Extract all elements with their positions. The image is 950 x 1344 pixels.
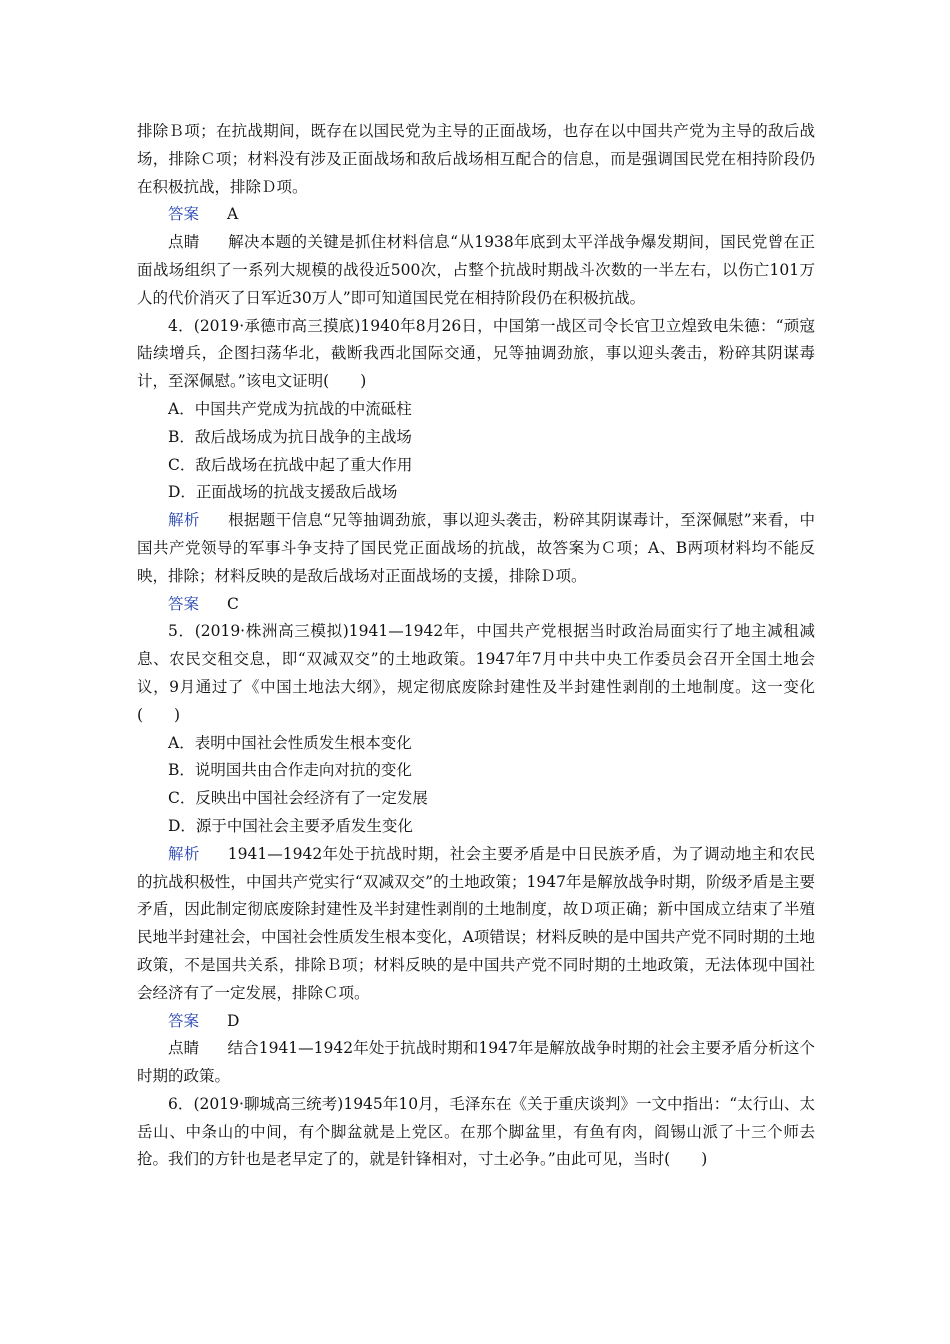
tip-text: 结合1941—1942年处于抗战时期和1947年是解放战争时期的社会主要矛盾分析这个时期的政策。: [137, 1039, 815, 1086]
analysis-text: 根据题干信息“兄等抽调劲旅，事以迎头袭击，粉碎其阴谋毒计，至深佩慰”来看，中国共产党领导的军事斗争支持了国民党正面战场的抗战，故答案为Ｃ项；A、B两项材料均不能反映，排除；材料反映的是敌后战场对正面战场的支援，排除Ｄ项。: [137, 511, 815, 585]
q4-option-a: A．中国共产党成为抗战的中流砥柱: [168, 399, 412, 418]
q4-answer: [137, 591, 815, 619]
analysis-text: 1941—1942年处于抗战时期，社会主要矛盾是中日民族矛盾，为了调动地主和农民的抗战积极性，中国共产党实行“双减双交”的土地政策；1947年是解放战争时期，阶级矛盾是主要矛盾，因此制定彻底废除封建性及半封建性剥削的土地制度，故Ｄ项正确；新中国成立结束了半殖民地半封建社会，中国社会性质发生根本变化，A项错误；材料反映的是中国共产党不同时期的土地政策，不是国共关系，排除Ｂ项；材料反映的是中国共产党不同时期的土地政策，无法体现中国社会经济有了一定发展，排除Ｃ项。: [137, 844, 815, 1002]
analysis-label: 解析: [168, 511, 200, 530]
analysis-label: 解析: [168, 844, 200, 863]
document-page: [137, 118, 815, 1174]
q6-stem: 6．(2019·聊城高三统考)1945年10月，毛泽东在《关于重庆谈判》一文中指出：“太行山、太岳山、中条山的中间，有个脚盆就是上党区。在那个脚盆里，有鱼有肉，阎锡山派了十三个师去抢。我们的方针也是老早定了的，就是针锋相对，寸土必争。”由此可见，当时( ): [137, 1094, 815, 1169]
answer-label: 答案: [168, 205, 200, 224]
q3-tip: [137, 229, 815, 312]
q5-analysis: [137, 841, 815, 1008]
q5-answer: [137, 1008, 815, 1036]
q5-option-d: D．源于中国社会主要矛盾发生变化: [168, 816, 413, 835]
answer-value: A: [227, 205, 239, 224]
q5-stem: 5．(2019·株洲高三模拟)1941—1942年，中国共产党根据当时政治局面实行了地主减租减息、农民交租交息，即“双减双交”的土地政策。1947年7月中共中央工作委员会召开全国土地会议，9月通过了《中国土地法大纲》，规定彻底废除封建性及半封建性剥削的土地制度。这一变化( ): [137, 622, 815, 724]
q4-stem: 4．(2019·承德市高三摸底)1940年8月26日，中国第一战区司令长官卫立煌致电朱德：“顽寇陆续增兵，企图扫荡华北，截断我西北国际交通，兄等抽调劲旅，事以迎头袭击，粉碎其阴谋毒计，至深佩慰。”该电文证明( ): [137, 316, 815, 391]
answer-value: D: [227, 1011, 240, 1030]
answer-label: 答案: [168, 594, 200, 613]
answer-label: 答案: [168, 1011, 200, 1030]
tip-label: 点睛: [168, 1039, 200, 1058]
tip-label: 点睛: [168, 233, 200, 252]
q5-tip: [137, 1035, 815, 1091]
q4-option-d: D．正面战场的抗战支援敌后战场: [168, 483, 398, 502]
q5-option-a: A．表明中国社会性质发生根本变化: [168, 733, 412, 752]
q3-answer: [137, 201, 815, 229]
q4-analysis: [137, 507, 815, 590]
tip-text: 解决本题的关键是抓住材料信息“从1938年底到太平洋战争爆发期间，国民党曾在正面战场组织了一系列大规模的战役近500次，占整个抗战时期战斗次数的一半左右，以伤亡101万人的代价消灭了日军近30万人”即可知道国民党在相持阶段仍在积极抗战。: [137, 233, 815, 307]
q5-option-c: C．反映出中国社会经济有了一定发展: [168, 789, 428, 808]
q3-analysis-tail: 排除Ｂ项；在抗战期间，既存在以国民党为主导的正面战场，也存在以中国共产党为主导的敌后战场，排除Ｃ项；材料没有涉及正面战场和敌后战场相互配合的信息，而是强调国民党在相持阶段仍在积极抗战，排除Ｄ项。: [137, 122, 815, 196]
q5-option-b: B．说明国共由合作走向对抗的变化: [168, 761, 412, 780]
answer-value: C: [227, 594, 239, 613]
q4-option-c: C．敌后战场在抗战中起了重大作用: [168, 455, 413, 474]
q4-option-b: B．敌后战场成为抗日战争的主战场: [168, 427, 412, 446]
